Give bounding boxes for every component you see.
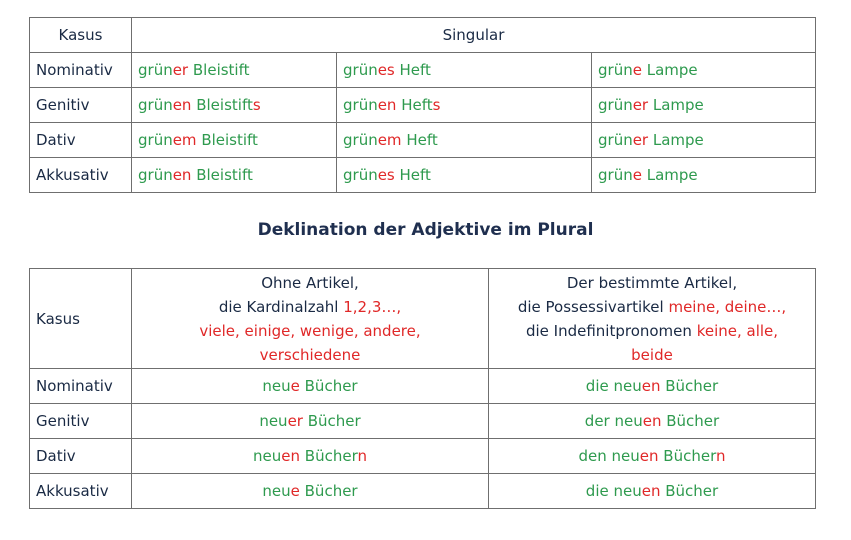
neuter-cell <box>337 53 592 88</box>
text-segment: Heft <box>401 131 438 149</box>
table-row <box>30 439 816 474</box>
text-segment: 1,2,3…, <box>343 297 402 316</box>
text-segment: grün <box>343 96 378 114</box>
singular-table <box>29 17 816 193</box>
text-segment: Lampe <box>648 96 704 114</box>
masculine-cell <box>132 88 337 123</box>
header-ohne-artikel <box>132 269 489 369</box>
text-segment: en <box>642 412 662 430</box>
text-segment: den neu <box>578 447 640 465</box>
text-segment: Bücher <box>660 377 719 395</box>
case-label: Akkusativ <box>30 474 132 509</box>
text-segment: en <box>281 447 301 465</box>
text-segment: grün <box>138 96 173 114</box>
bestimmter-artikel-cell <box>489 439 816 474</box>
table-row <box>30 369 816 404</box>
table-row <box>30 123 816 158</box>
text-segment: en <box>639 447 659 465</box>
table-row <box>30 404 816 439</box>
text-segment: Der bestimmte Artikel, <box>566 273 738 292</box>
table-row <box>30 158 816 193</box>
feminine-cell <box>592 158 816 193</box>
bestimmter-artikel-cell <box>489 369 816 404</box>
feminine-cell <box>592 123 816 158</box>
table-row <box>30 53 816 88</box>
text-segment: die neu <box>585 377 642 395</box>
case-label: Genitiv <box>30 404 132 439</box>
text-segment: der neu <box>584 412 643 430</box>
text-segment: die Indefinitpronomen <box>525 321 697 340</box>
text-segment: e <box>290 482 300 500</box>
text-segment: grün <box>138 131 173 149</box>
bestimmter-artikel-cell <box>489 404 816 439</box>
header-bestimmter-artikel <box>489 269 816 369</box>
text-segment: grün <box>343 166 378 184</box>
plural-title: Deklination der Adjektive im Plural <box>257 220 594 240</box>
text-segment: grün <box>343 131 378 149</box>
text-segment: Bleistift <box>191 96 253 114</box>
text-segment: grün <box>598 166 633 184</box>
text-segment: er <box>172 61 189 79</box>
text-segment: neu <box>253 447 282 465</box>
text-segment: er <box>632 96 649 114</box>
case-label: Genitiv <box>30 88 132 123</box>
text-segment: grün <box>598 96 633 114</box>
text-segment: die Possessivartikel <box>517 297 669 316</box>
text-segment: e <box>290 377 300 395</box>
text-segment: en <box>641 377 661 395</box>
text-segment: Bücher <box>660 482 719 500</box>
text-segment: n <box>715 447 726 465</box>
table-row <box>30 474 816 509</box>
text-segment: keine, alle, <box>696 321 779 340</box>
text-segment: en <box>641 482 661 500</box>
neuter-cell <box>337 158 592 193</box>
text-segment: grün <box>598 131 633 149</box>
text-segment: em <box>172 131 197 149</box>
case-label: Dativ <box>30 123 132 158</box>
text-segment: viele, einige, wenige, andere, <box>199 321 421 340</box>
text-segment: Lampe <box>641 61 698 79</box>
singular-case-header: Kasus <box>30 18 132 53</box>
case-label: Nominativ <box>30 369 132 404</box>
text-segment: Ohne Artikel, <box>261 273 359 292</box>
text-segment: es <box>377 166 395 184</box>
bestimmter-artikel-cell <box>489 474 816 509</box>
text-segment: Lampe <box>648 131 704 149</box>
text-segment: Heft <box>394 166 431 184</box>
ohne-artikel-cell <box>132 369 489 404</box>
text-segment: Lampe <box>641 166 698 184</box>
text-segment: em <box>377 131 402 149</box>
case-label: Akkusativ <box>30 158 132 193</box>
ohne-artikel-cell <box>132 474 489 509</box>
text-segment: grün <box>343 61 378 79</box>
text-segment: neu <box>259 412 288 430</box>
feminine-cell <box>592 53 816 88</box>
text-segment: e <box>632 61 642 79</box>
masculine-cell <box>132 158 337 193</box>
text-segment: s <box>252 96 261 114</box>
plural-case-header: Kasus <box>30 269 132 369</box>
text-segment: n <box>357 447 367 465</box>
text-segment: Bücher <box>299 482 358 500</box>
text-segment: Bleistift <box>188 61 250 79</box>
text-segment: beide <box>631 345 673 364</box>
singular-header-row <box>30 18 816 53</box>
text-segment: Bücher <box>658 447 716 465</box>
text-segment: neu <box>262 482 291 500</box>
text-segment: Bücher <box>299 377 358 395</box>
masculine-cell <box>132 123 337 158</box>
masculine-cell <box>132 53 337 88</box>
text-segment: s <box>432 96 441 114</box>
text-segment: Bleistift <box>191 166 253 184</box>
text-segment: Bücher <box>300 447 358 465</box>
singular-header: Singular <box>132 18 816 53</box>
text-segment: e <box>632 166 642 184</box>
text-segment: es <box>377 61 395 79</box>
plural-table-body <box>30 269 816 509</box>
text-segment: en <box>172 166 192 184</box>
text-segment: er <box>632 131 649 149</box>
table-row <box>30 88 816 123</box>
case-label: Dativ <box>30 439 132 474</box>
text-segment: er <box>287 412 303 430</box>
plural-table <box>29 268 816 509</box>
ohne-artikel-cell <box>132 404 489 439</box>
singular-table-body <box>30 18 816 193</box>
text-segment: en <box>377 96 397 114</box>
case-label: Nominativ <box>30 53 132 88</box>
text-segment: meine, deine…, <box>668 297 787 316</box>
text-segment: die Kardinalzahl <box>218 297 344 316</box>
text-segment: neu <box>262 377 291 395</box>
ohne-artikel-cell <box>132 439 489 474</box>
text-segment: Heft <box>394 61 431 79</box>
text-segment: Bücher <box>661 412 720 430</box>
text-segment: grün <box>138 166 173 184</box>
text-segment: en <box>172 96 192 114</box>
plural-header-row <box>30 269 816 369</box>
text-segment: Bleistift <box>196 131 258 149</box>
neuter-cell <box>337 123 592 158</box>
text-segment: grün <box>598 61 633 79</box>
text-segment: die neu <box>585 482 642 500</box>
text-segment: grün <box>138 61 173 79</box>
text-segment: Heft <box>396 96 433 114</box>
text-segment: Bücher <box>302 412 361 430</box>
feminine-cell <box>592 88 816 123</box>
text-segment: verschiedene <box>259 345 361 364</box>
neuter-cell <box>337 88 592 123</box>
